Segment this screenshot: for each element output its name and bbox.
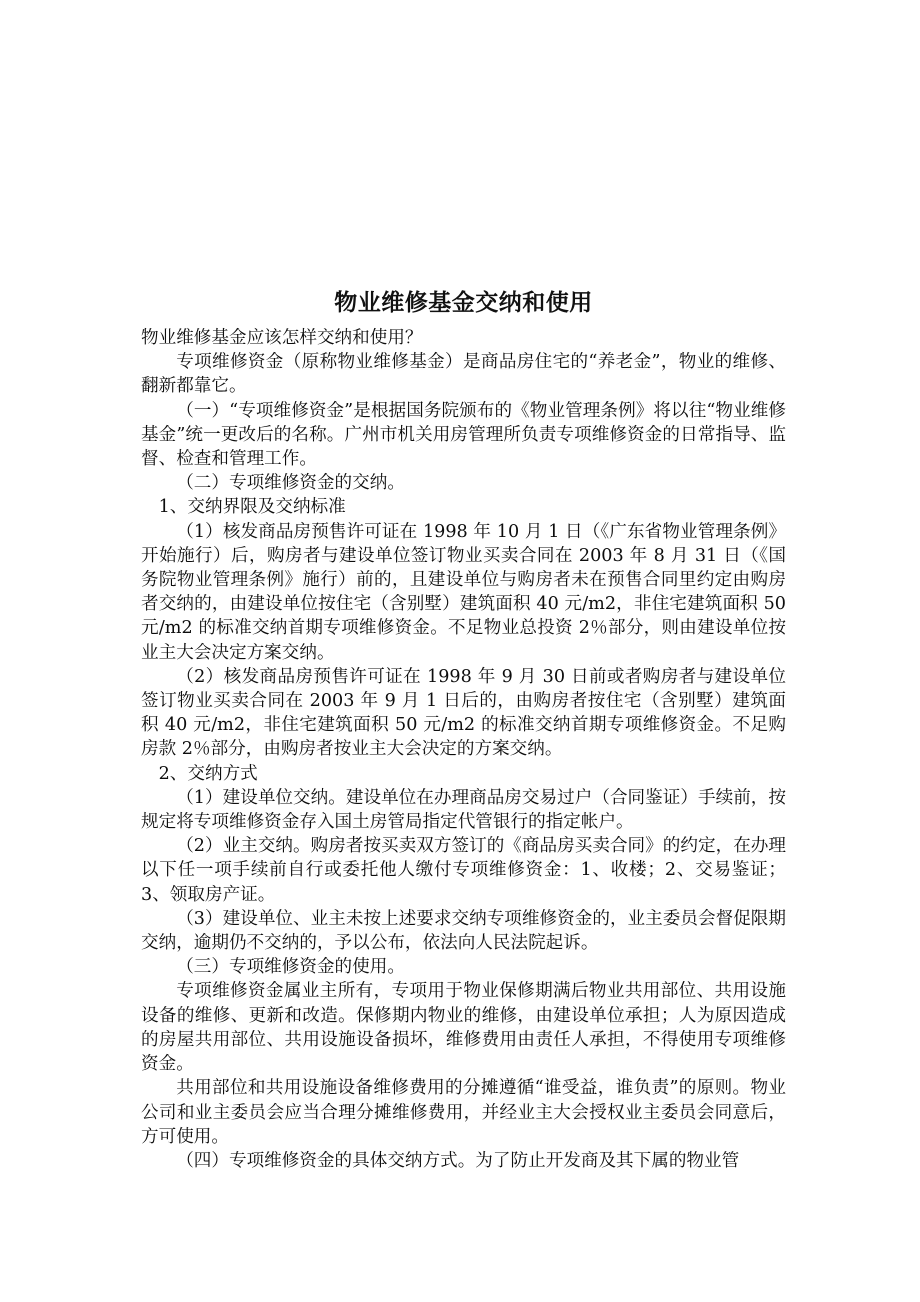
paragraph-section-2-sub-1-item-2: （2）核发商品房预售许可证在 1998 年 9 月 30 日前或者购房者与建设单位签订物业买卖合同在 2003 年 9 月 1 日后的，由购房者按住宅（含别墅）建筑面积 40 元/m2，非住宅建筑面积 50 元/m2 的标准交纳首期专项维修资金。不足购房款 2％部分，由购房者按业主大会决定的方案交纳。 bbox=[141, 666, 786, 760]
page-title: 物业维修基金交纳和使用 bbox=[334, 290, 593, 316]
paragraph-section-3-body-2: 共用部位和共用设施设备维修费用的分摊遵循“谁受益，谁负责”的原则。物业公司和业主委员会应当合理分摊维修费用，并经业主大会授权业主委员会同意后，方可使用。 bbox=[141, 1078, 786, 1147]
paragraph-section-2-sub-2-item-2: （2）业主交纳。购房者按买卖双方签订的《商品房买卖合同》的约定，在办理以下任一项手续前自行或委托他人缴付专项维修资金：1、收楼；2、交易鉴证；3、领取房产证。 bbox=[141, 836, 786, 905]
paragraph-section-2-sub-2: 2、交纳方式 bbox=[158, 763, 258, 784]
paragraph-section-1: （一）“专项维修资金”是根据国务院颁布的《物业管理条例》将以往“物业维修基金”统一更改后的名称。广州市机关用房管理所负责专项维修资金的日常指导、监督、检查和管理工作。 bbox=[141, 400, 786, 470]
paragraph-intro-definition: 专项维修资金（原称物业维修基金）是商品房住宅的“养老金”，物业的维修、翻新都靠它。 bbox=[141, 352, 786, 397]
paragraph-section-2-sub-1-item-1: （1）核发商品房预售许可证在 1998 年 10 月 1 日（《广东省物业管理条例》开始施行）后，购房者与建设单位签订物业买卖合同在 2003 年 8 月 31 日（《国务院物业管理条例》施行）前的，且建设单位与购房者未在预售合同里约定由购房者交纳的，由建设单位按住宅（含别墅）建筑面积 40 元/m2，非住宅建筑面积 50 元/m2 的标准交纳首期专项维修资金。不足物业总投资 2％部分，则由建设单位按业主大会决定方案交纳。 bbox=[141, 521, 792, 663]
document-content bbox=[141, 286, 792, 1173]
paragraph-section-3-heading: （三）专项维修资金的使用。 bbox=[176, 957, 405, 978]
paragraph-section-4-heading: （四）专项维修资金的具体交纳方式。为了防止开发商及其下属的物业管 bbox=[176, 1150, 740, 1171]
paragraph-section-2-sub-2-item-1: （1）建设单位交纳。建设单位在办理商品房交易过户（合同鉴证）手续前，按规定将专项维修资金存入国土房管局指定代管银行的指定帐户。 bbox=[141, 787, 786, 833]
document-body bbox=[141, 326, 792, 1173]
paragraph-section-2-sub-1: 1、交纳界限及交纳标准 bbox=[158, 497, 346, 518]
paragraph-section-3-body-1: 专项维修资金属业主所有，专项用于物业保修期满后物业共用部位、共用设施设备的维修、更新和改造。保修期内物业的维修，由建设单位承担；人为原因造成的房屋共用部位、共用设施设备损坏，维修费用由责任人承担，不得使用专项维修资金。 bbox=[141, 981, 786, 1075]
paragraph-section-2-sub-2-item-3: （3）建设单位、业主未按上述要求交纳专项维修资金的，业主委员会督促限期交纳，逾期仍不交纳的，予以公布，依法向人民法院起诉。 bbox=[141, 908, 786, 954]
paragraph-intro-question: 物业维修基金应该怎样交纳和使用？ bbox=[141, 328, 423, 348]
paragraph-section-2-heading: （二）专项维修资金的交纳。 bbox=[176, 473, 405, 494]
